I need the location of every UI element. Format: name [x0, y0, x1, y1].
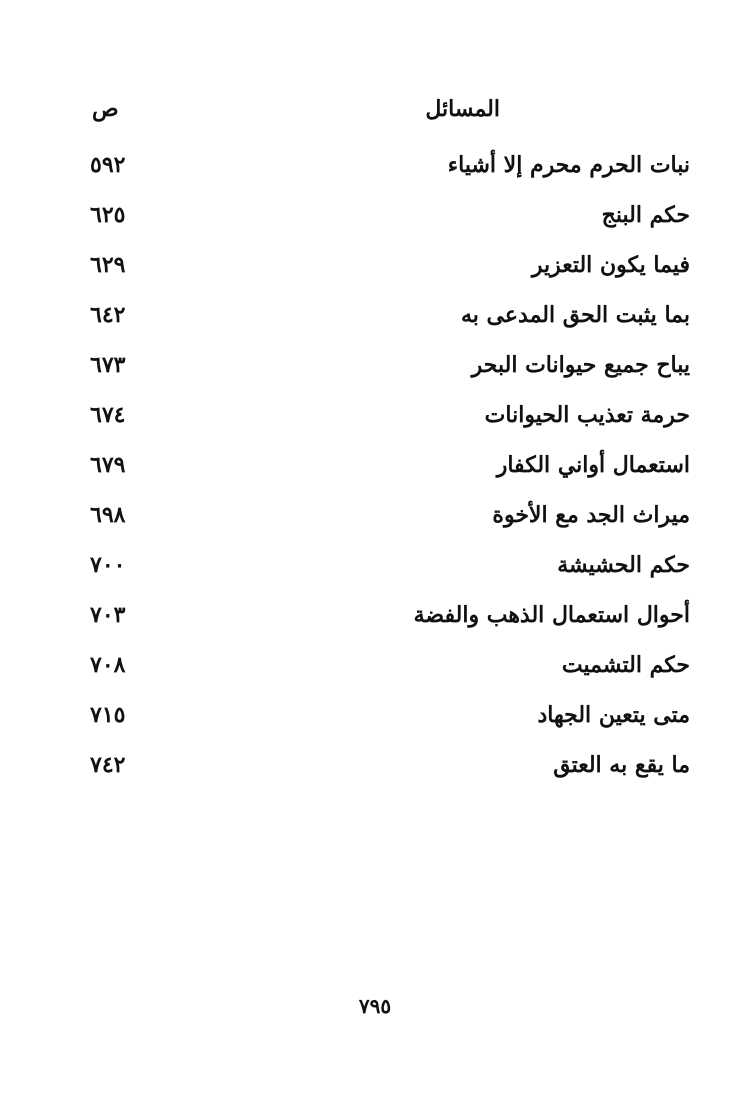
toc-entry-title: يباح جميع حيوانات البحر	[471, 352, 690, 378]
toc-entry-page: ٦٤٢	[90, 302, 126, 328]
toc-entry-page: ٦٩٨	[90, 502, 126, 528]
toc-entry-page: ٧١٥	[90, 702, 126, 728]
toc-entry	[80, 396, 690, 446]
toc-entry	[80, 346, 690, 396]
toc-entry-title: حكم التشميت	[561, 652, 690, 678]
toc-entry-title: ما يقع به العتق	[553, 752, 690, 778]
toc-entry-title: حرمة تعذيب الحيوانات	[484, 402, 690, 428]
toc-entry-title: حكم البنج	[601, 202, 690, 228]
toc-entry-page: ٦٧٩	[90, 452, 126, 478]
toc-entry	[80, 596, 690, 646]
toc-entry-title: أحوال استعمال الذهب والفضة	[413, 602, 690, 628]
column-header-topics: المسائل	[425, 96, 500, 122]
toc-entry	[80, 446, 690, 496]
table-of-contents	[80, 146, 690, 796]
toc-entry	[80, 646, 690, 696]
toc-entry	[80, 746, 690, 796]
toc-entry	[80, 496, 690, 546]
toc-entry-page: ٧٠٠	[90, 552, 126, 578]
toc-entry-title: بما يثبت الحق المدعى به	[460, 302, 690, 328]
toc-entry	[80, 146, 690, 196]
toc-entry-page: ٦٧٤	[90, 402, 126, 428]
toc-entry-title: ميراث الجد مع الأخوة	[492, 502, 690, 528]
toc-entry-title: استعمال أواني الكفار	[496, 452, 690, 478]
toc-entry-title: نبات الحرم محرم إلا أشياء	[447, 152, 690, 178]
toc-entry	[80, 196, 690, 246]
toc-entry	[80, 546, 690, 596]
toc-entry-page: ٦٢٩	[90, 252, 126, 278]
toc-entry-page: ٥٩٢	[90, 152, 126, 178]
toc-entry-title: فيما يكون التعزير	[531, 252, 690, 278]
toc-entry-page: ٧٠٣	[90, 602, 126, 628]
column-header-page: ص	[92, 96, 119, 122]
table-header	[80, 96, 690, 136]
toc-entry-title: متى يتعين الجهاد	[537, 702, 690, 728]
toc-entry-page: ٦٧٣	[90, 352, 126, 378]
toc-entry	[80, 296, 690, 346]
toc-entry-page: ٧٠٨	[90, 652, 126, 678]
page-number: ٧٩٥	[358, 994, 392, 1018]
toc-entry	[80, 696, 690, 746]
toc-entry	[80, 246, 690, 296]
toc-entry-title: حكم الحشيشة	[557, 552, 690, 578]
toc-entry-page: ٦٢٥	[90, 202, 126, 228]
toc-entry-page: ٧٤٢	[90, 752, 126, 778]
